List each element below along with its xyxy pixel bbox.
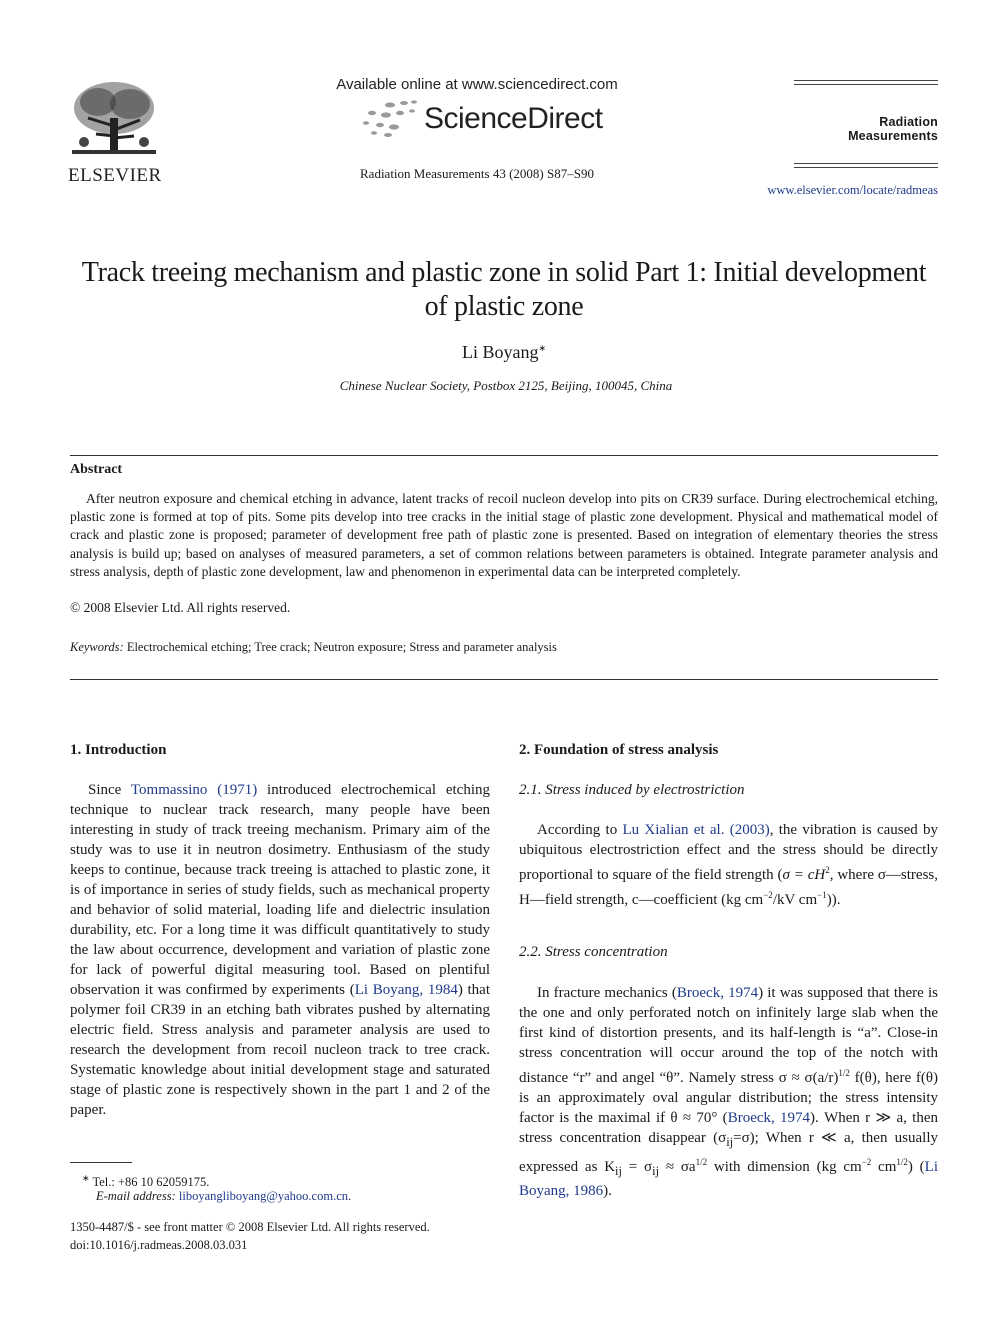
text-run: = σ — [621, 1159, 653, 1175]
math-run: σ = cH — [782, 867, 826, 883]
superscript: −1 — [817, 890, 827, 900]
masthead-rule — [794, 84, 938, 85]
journal-url-link[interactable]: www.elsevier.com/locate/radmeas — [767, 183, 938, 197]
superscript: −2 — [861, 1157, 872, 1167]
text-run: =σ); When r ≪ a, then usually expressed as K — [519, 1130, 938, 1175]
sciencedirect-dots-icon — [360, 99, 418, 139]
text-run: , the vibration is caused by ubiquitous electrostriction effect and the stress should be directly proportional to square of the field strength ( — [519, 822, 938, 883]
available-online: Available online at www.sciencedirect.com — [336, 76, 618, 93]
doi-line[interactable]: doi:10.1016/j.radmeas.2008.03.031 — [70, 1238, 248, 1252]
title-line-2: of plastic zone — [424, 291, 584, 322]
text-run: ) ( — [907, 1159, 925, 1175]
section-1-heading: 1. Introduction — [70, 742, 167, 758]
author-name: Li Boyang — [461, 342, 539, 362]
text-run: cm — [871, 1159, 897, 1175]
text-run: f(θ), here f(θ) is an approximately oval angular distribution; the stress intensity factor is the maximal if θ ≈ 70° ( — [519, 1070, 938, 1126]
journal-name: Radiation Measurements — [848, 115, 938, 143]
section-2-2-paragraph — [519, 983, 938, 1201]
text-run: ) that polymer foil CR39 in an etching bath vibrates pushed by alternating electric field. Stress analysis and parameter analysis are used to research the development from recoil nucleon track to tree crack. Systematic knowledge about initial development stage and saturated stage of plastic zone is respectively shown in the part 1 and 2 of the paper. — [70, 982, 490, 1118]
abstract-copyright: © 2008 Elsevier Ltd. All rights reserved. — [70, 600, 291, 615]
abstract-top-rule — [70, 455, 938, 456]
masthead-lower-rules — [794, 163, 938, 168]
ref-broeck-1974-second[interactable]: Broeck, 1974 — [727, 1110, 811, 1126]
text-run: Since — [88, 782, 131, 798]
text-run: introduced electrochemical etching technique to nuclear track research, many people have been interesting in study of track treeing mechanism. Primary aim of the study was to use it in neutron dosimetry. Enthusiasm of the study keeps to continue, because track treeing is attached to plastic zone, it is of importance in series of study fields, such as mechanical property and behavior of solid material, loading life and dielectric insulation durability, etc. For a long time it was difficult quantitatively to study the law about occurrence, development and variation of plastic zone for lack of powerful digital measuring tool. Based on plentiful observation it was confirmed by experiments ( — [70, 782, 490, 998]
superscript: 1/2 — [695, 1157, 708, 1167]
text-run: /kV cm — [772, 892, 818, 908]
intro-paragraph — [70, 780, 490, 1120]
footnote-rule — [70, 1162, 132, 1163]
affiliation: Chinese Nuclear Society, Postbox 2125, Beijing, 100045, China — [339, 378, 673, 393]
footnote-tel-text: Tel.: +86 10 62059175. — [92, 1175, 210, 1190]
subsection-2-1-heading: 2.1. Stress induced by electrostriction — [519, 782, 745, 798]
footnote-email — [96, 1187, 351, 1205]
journal-masthead — [794, 80, 938, 171]
email-end: . — [348, 1189, 352, 1203]
sciencedirect-logo — [360, 98, 603, 140]
text-run: ≈ σa — [659, 1159, 696, 1175]
intro-body — [70, 780, 490, 1120]
text-run: with dimension (kg cm — [707, 1159, 862, 1175]
ref-li-boyang-1984[interactable]: Li Boyang, 1984 — [354, 982, 458, 998]
subscript: ij — [726, 1135, 734, 1149]
abstract-text: After neutron exposure and chemical etching in advance, latent tracks of recoil nucleon develop into pits on CR39 surface. During electrochemical etching, plastic zone is formed at top of pits. Some pits develop into tree cracks in the initial stage of plastic zone development. Physical and mathematical model of crack and plastic zone is proposed; parameter of development free path of plastic zone is presented. Based on integration of elementary theories the stress analysis is build up; based on analyses of measured parameters, a set of common relations between parameters is obtained. Integrate parameter analysis and stress analysis, depth of plastic zone development, law and phenomenon in experimental data can be interpreted completely. — [70, 491, 938, 579]
masthead-rule — [794, 167, 938, 168]
author-footnote-mark[interactable]: ∗ — [538, 343, 547, 353]
superscript: 1/2 — [838, 1068, 850, 1078]
email-link[interactable]: liboyangliboyang@yahoo.com.cn — [178, 1189, 348, 1203]
abstract-bottom-rule — [70, 679, 938, 680]
superscript: 1/2 — [896, 1157, 908, 1167]
subscript: ij — [615, 1164, 622, 1178]
superscript: −2 — [763, 890, 773, 900]
footnote-mark: ∗ — [82, 1173, 90, 1183]
issn-line: 1350-4487/$ - see front matter © 2008 Elsevier Ltd. All rights reserved. — [70, 1220, 430, 1234]
section-2-heading: 2. Foundation of stress analysis — [519, 742, 719, 758]
author — [0, 342, 992, 363]
text-run: ) it was supposed that there is the one and only perforated notch on infinitely large slab when the first kind of distortion presents, and its half-length is “a”. Close-in stress concentration will occur around the top of the notch with distance “r” and angel “θ”. Namely stress σ ≈ σ(a/r) — [519, 985, 938, 1086]
masthead-rule — [794, 163, 938, 164]
text-run: , where σ—stress, H—field strength, c—coefficient (kg cm — [519, 867, 938, 908]
subsection-2-2-heading: 2.2. Stress concentration — [519, 944, 668, 960]
text-run: ). — [603, 1183, 612, 1199]
masthead-rule — [794, 80, 938, 81]
front-matter — [70, 1218, 430, 1254]
abstract-heading: Abstract — [70, 462, 123, 477]
ref-li-boyang-1986[interactable]: Li Boyang, 1986 — [519, 1159, 938, 1199]
section-2-2-body — [519, 983, 938, 1201]
text-run: )). — [826, 892, 841, 908]
keywords — [70, 640, 557, 655]
text-run: ). When r ≫ a, then stress concentration disappear (σ — [519, 1110, 938, 1146]
text-run: In fracture mechanics ( — [537, 985, 677, 1001]
ref-broeck-1974[interactable]: Broeck, 1974 — [676, 985, 759, 1001]
article-title — [70, 256, 938, 324]
email-label: E-mail address: — [96, 1189, 176, 1203]
keywords-list: Electrochemical etching; Tree crack; Neutron exposure; Stress and parameter analysis — [126, 640, 557, 654]
text-run: According to — [537, 822, 623, 838]
section-2-1-body — [519, 820, 938, 910]
publisher-name: ELSEVIER — [68, 165, 162, 186]
superscript: 2 — [825, 865, 830, 875]
ref-tommassino-1971[interactable]: Tommassino (1971) — [130, 782, 258, 798]
subscript: ij — [652, 1164, 660, 1178]
journal-citation: Radiation Measurements 43 (2008) S87–S90 — [360, 166, 594, 181]
title-line-1: Track treeing mechanism and plastic zone in solid Part 1: Initial development — [81, 257, 927, 288]
ref-lu-xialian-2003[interactable]: Lu Xialian et al. (2003) — [622, 822, 770, 838]
keywords-label: Keywords: — [70, 640, 124, 654]
abstract-body — [70, 490, 938, 581]
sciencedirect-wordmark: ScienceDirect — [424, 102, 603, 135]
section-2-1-paragraph — [519, 820, 938, 910]
